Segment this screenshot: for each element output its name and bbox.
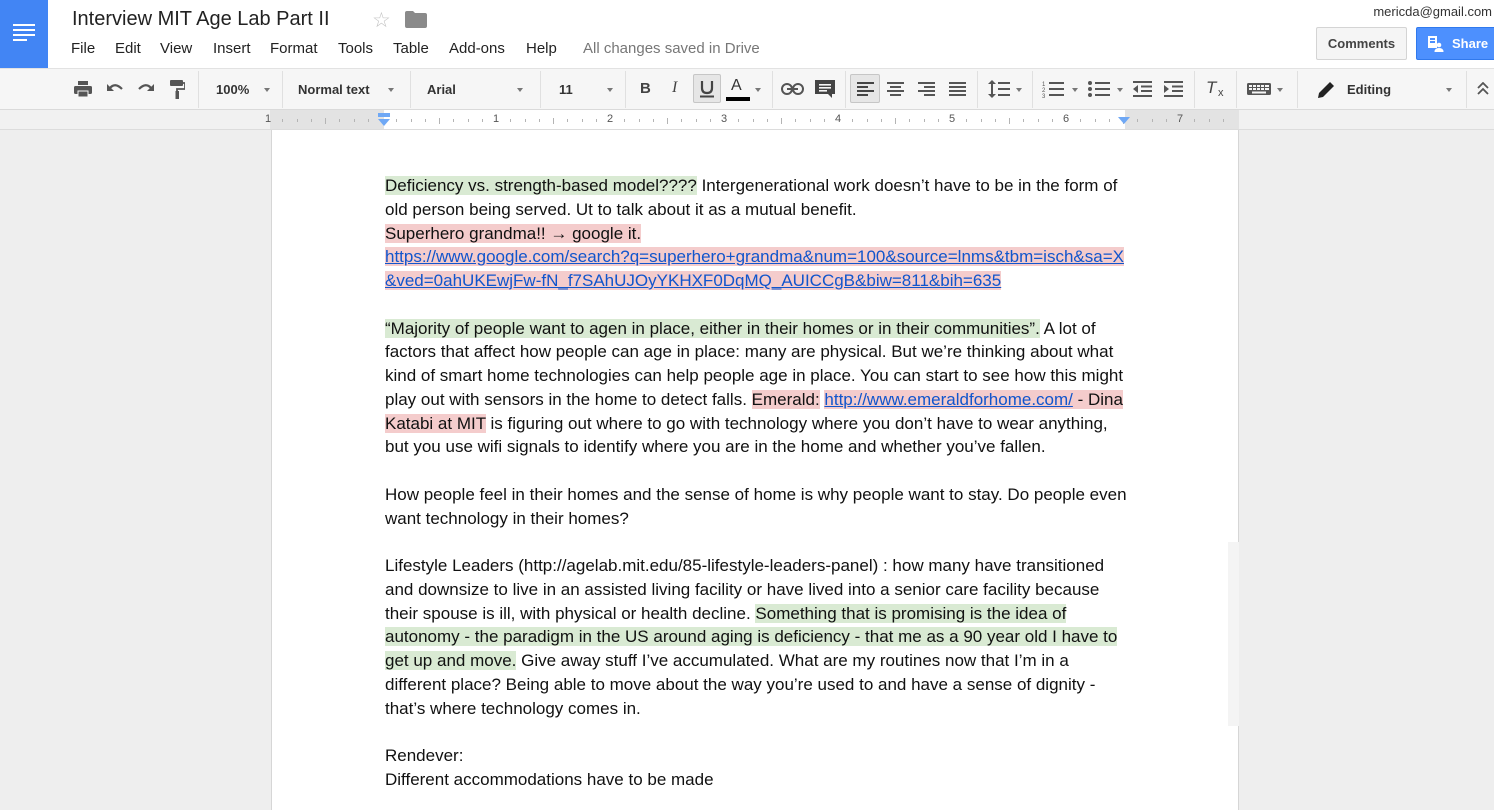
menu-edit[interactable]: Edit xyxy=(115,40,141,57)
paragraph-text: A lot of factors that affect how people can age in place: many are physical. But we’re thinking about what kind of smart home technologies can help people age in place. You can start to see how this might play out with sensors in the home to detect falls. xyxy=(385,318,1124,409)
ruler-tick xyxy=(753,119,754,122)
ruler-tick xyxy=(1152,119,1153,122)
comment-icon[interactable] xyxy=(814,69,836,110)
ruler-tick xyxy=(1038,119,1039,122)
ruler-tick xyxy=(354,119,355,122)
paragraph[interactable] xyxy=(385,317,1133,460)
star-icon[interactable]: ☆ xyxy=(372,9,391,32)
ruler-tick xyxy=(624,119,625,122)
ruler-tick xyxy=(411,119,412,122)
ruler-tick xyxy=(1052,119,1053,122)
numbered-list-icon[interactable] xyxy=(1040,69,1080,110)
paragraph-text: Give away stuff I’ve accumulated. What are my routines now that I’m in a different place? Being able to move about the way you’re used to and have a sense of dignity - that’s where technology comes in. xyxy=(385,651,1096,718)
ruler-label: 1 xyxy=(264,113,272,125)
font-caret-icon xyxy=(517,88,523,92)
paragraph[interactable] xyxy=(385,245,1133,293)
ruler-tick xyxy=(1194,119,1195,122)
pencil-icon xyxy=(1318,81,1335,98)
paragraph-style-select[interactable] xyxy=(288,69,403,110)
highlighted-text: “Majority of people want to agen in place, either in their homes or in their communities”. xyxy=(385,318,1040,338)
ruler-tick xyxy=(1166,119,1167,122)
share-label: Share xyxy=(1452,36,1489,51)
ruler-label: 4 xyxy=(834,113,842,125)
font-family-select[interactable] xyxy=(416,69,531,110)
ruler-tick xyxy=(696,119,697,122)
highlighted-text: Emerald: xyxy=(751,389,820,409)
paragraph[interactable] xyxy=(385,222,1133,246)
paragraph[interactable]: Different accommodations have to be made xyxy=(385,769,714,789)
document-body[interactable] xyxy=(385,174,1133,792)
ruler-tick xyxy=(795,119,796,122)
highlighted-text: Superhero grandma!! → google it. xyxy=(385,223,642,243)
ruler-label: 1 xyxy=(492,113,500,125)
ruler-tick xyxy=(738,119,739,122)
ruler-tick xyxy=(639,119,640,122)
print-icon[interactable] xyxy=(72,69,94,110)
ruler-tick xyxy=(453,119,454,122)
ruler-tick xyxy=(1109,119,1110,122)
ruler-tick xyxy=(667,118,668,124)
ruler-tick xyxy=(439,118,440,124)
ruler-tick xyxy=(767,119,768,122)
ruler-tick xyxy=(867,119,868,122)
menu-addons[interactable]: Add-ons xyxy=(449,40,505,57)
menu-table[interactable]: Table xyxy=(393,40,429,57)
svg-text:3: 3 xyxy=(1042,94,1046,98)
clear-formatting-icon[interactable]: T x xyxy=(1206,78,1224,99)
menu-format[interactable]: Format xyxy=(270,40,318,57)
ruler-tick xyxy=(1095,119,1096,122)
svg-text:2: 2 xyxy=(1042,88,1046,94)
ruler-tick xyxy=(895,118,896,124)
comments-button[interactable]: Comments xyxy=(1316,27,1407,60)
highlighted-text: Something that is promising is the idea of autonomy - the paradigm in the US around aging is deficiency - that me as a 90 year old I have to get up and move. xyxy=(385,603,1118,670)
ruler-tick xyxy=(1080,119,1081,122)
docs-home-logo-icon[interactable] xyxy=(0,0,48,68)
highlighted-text: - Dina Katabi at MIT xyxy=(385,389,1123,433)
ruler-tick xyxy=(539,119,540,122)
text-color-icon[interactable]: A xyxy=(725,69,765,110)
input-tools-icon[interactable] xyxy=(1245,69,1290,110)
ruler-label: 3 xyxy=(720,113,728,125)
redo-icon[interactable] xyxy=(135,69,157,110)
editing-mode-caret-icon xyxy=(1446,88,1452,92)
ruler-tick xyxy=(553,118,554,124)
ruler-tick xyxy=(995,119,996,122)
underline-icon[interactable] xyxy=(694,69,720,110)
paragraph-style-value: Normal text xyxy=(298,82,370,97)
ruler-tick xyxy=(938,119,939,122)
ruler-tick xyxy=(311,119,312,122)
menu-tools[interactable]: Tools xyxy=(338,40,374,57)
app-header xyxy=(0,0,1494,68)
link-icon[interactable] xyxy=(781,69,805,110)
numbered-list-caret-icon xyxy=(1072,88,1078,92)
ruler[interactable] xyxy=(0,110,1494,130)
paragraph-text: Intergenerational work doesn’t have to be in the form of old person being served. Ut to talk about it as a mutual benefit. xyxy=(385,176,1118,219)
ruler-tick xyxy=(482,119,483,122)
font-family-value: Arial xyxy=(427,82,456,97)
editing-mode-select[interactable] xyxy=(1304,69,1458,110)
font-size-value: 11 xyxy=(559,82,573,97)
ruler-tick xyxy=(781,118,782,124)
ruler-tick xyxy=(710,119,711,122)
collapse-icon[interactable] xyxy=(1473,69,1493,110)
paragraph-text: is figuring out where to go with technology where you don’t have to wear anything, but you use wifi signals to identify where you are in the home and whether you’ve fallen. xyxy=(385,413,1108,457)
ruler-tick xyxy=(824,119,825,122)
share-button[interactable] xyxy=(1416,27,1494,60)
ruler-tick xyxy=(1023,119,1024,122)
highlighted-text: Deficiency vs. strength-based model???? xyxy=(385,176,697,195)
justify-icon[interactable] xyxy=(946,69,970,110)
paragraph[interactable] xyxy=(385,554,1133,720)
size-caret-icon xyxy=(607,88,613,92)
ruler-tick xyxy=(981,119,982,122)
menu-view[interactable]: View xyxy=(160,40,193,57)
style-caret-icon xyxy=(388,88,394,92)
ruler-tick xyxy=(425,119,426,122)
document-title[interactable]: Interview MIT Age Lab Part II xyxy=(72,8,330,30)
zoom-value: 100% xyxy=(216,82,250,97)
menu-help[interactable]: Help xyxy=(526,40,557,57)
increase-indent-icon[interactable] xyxy=(1162,69,1186,110)
input-tools-caret-icon xyxy=(1277,88,1283,92)
ruler-tick xyxy=(282,119,283,122)
paint-format-icon[interactable] xyxy=(166,69,188,110)
toolbar xyxy=(0,68,1494,110)
italic-icon[interactable]: I xyxy=(672,79,678,96)
ruler-label: 6 xyxy=(1062,113,1070,125)
paragraph[interactable] xyxy=(385,174,1133,222)
ruler-tick xyxy=(325,118,326,124)
bold-icon[interactable]: B xyxy=(640,80,651,97)
ruler-tick xyxy=(653,119,654,122)
ruler-tick xyxy=(567,119,568,122)
ruler-tick xyxy=(1223,119,1224,122)
ruler-tick xyxy=(582,119,583,122)
zoom-caret-icon xyxy=(264,88,270,92)
ruler-tick xyxy=(1209,119,1210,122)
text-color-caret-icon xyxy=(755,88,761,92)
ruler-tick xyxy=(525,119,526,122)
menu-file[interactable]: File xyxy=(71,40,96,57)
page-side-strip xyxy=(1228,542,1239,726)
paragraph[interactable]: How people feel in their homes and the sense of home is why people want to stay. Do people even want technology in their homes? xyxy=(385,484,1127,528)
ruler-tick xyxy=(297,119,298,122)
ruler-tick xyxy=(468,119,469,122)
save-status[interactable]: All changes saved in Drive xyxy=(583,40,760,57)
align-center-icon[interactable] xyxy=(884,69,908,110)
ruler-label: 5 xyxy=(948,113,956,125)
ruler-tick xyxy=(881,119,882,122)
ruler-tick xyxy=(368,119,369,122)
ruler-tick xyxy=(396,119,397,122)
ruler-label: 2 xyxy=(606,113,614,125)
ruler-tick xyxy=(681,119,682,122)
font-size-select[interactable] xyxy=(548,69,618,110)
left-indent-marker-icon[interactable] xyxy=(378,113,390,127)
ruler-tick xyxy=(1009,118,1010,124)
folder-icon[interactable] xyxy=(405,11,427,28)
ruler-tick xyxy=(966,119,967,122)
editing-mode-value: Editing xyxy=(1347,82,1392,97)
svg-text:1: 1 xyxy=(1042,82,1046,88)
line-spacing-caret-icon xyxy=(1016,88,1022,92)
ruler-tick xyxy=(810,119,811,122)
line-spacing-icon[interactable] xyxy=(985,69,1025,110)
ruler-tick xyxy=(924,119,925,122)
ruler-label: 7 xyxy=(1176,113,1184,125)
account-email[interactable]: mericda@gmail.com xyxy=(1373,4,1492,19)
ruler-tick xyxy=(339,119,340,122)
undo-icon[interactable] xyxy=(104,69,126,110)
paragraph[interactable]: Rendever: xyxy=(385,746,464,765)
ruler-tick xyxy=(510,119,511,122)
align-right-icon[interactable] xyxy=(915,69,939,110)
ruler-tick xyxy=(909,119,910,122)
ruler-tick xyxy=(1137,119,1138,122)
bulleted-list-caret-icon xyxy=(1117,88,1123,92)
ruler-tick xyxy=(596,119,597,122)
share-people-icon xyxy=(1428,36,1444,52)
bulleted-list-icon[interactable] xyxy=(1086,69,1126,110)
menu-insert[interactable]: Insert xyxy=(213,40,251,57)
right-indent-marker-icon[interactable] xyxy=(1118,117,1130,125)
align-left-icon[interactable] xyxy=(851,69,879,110)
zoom-select[interactable] xyxy=(205,69,277,110)
ruler-tick xyxy=(852,119,853,122)
emerald-link[interactable]: http://www.emeraldforhome.com/ xyxy=(824,389,1073,409)
google-search-link[interactable]: https://www.google.com/search?q=superhero+grandma&num=100&source=lnms&tbm=isch&sa=X&ved=0ahUKEwjFw-fN_f7SAhUJOyYKHXF0DqMQ_AUICCgB&biw=811&bih=635 xyxy=(385,247,1124,290)
decrease-indent-icon[interactable] xyxy=(1131,69,1155,110)
paragraph-text: Lifestyle Leaders (http://agelab.mit.edu/85-lifestyle-leaders-panel) : how many have transitioned and downsize to live in an assisted living facility or have lived into a senior care facility because their spouse is ill, with physical or health decline. xyxy=(385,556,1105,623)
